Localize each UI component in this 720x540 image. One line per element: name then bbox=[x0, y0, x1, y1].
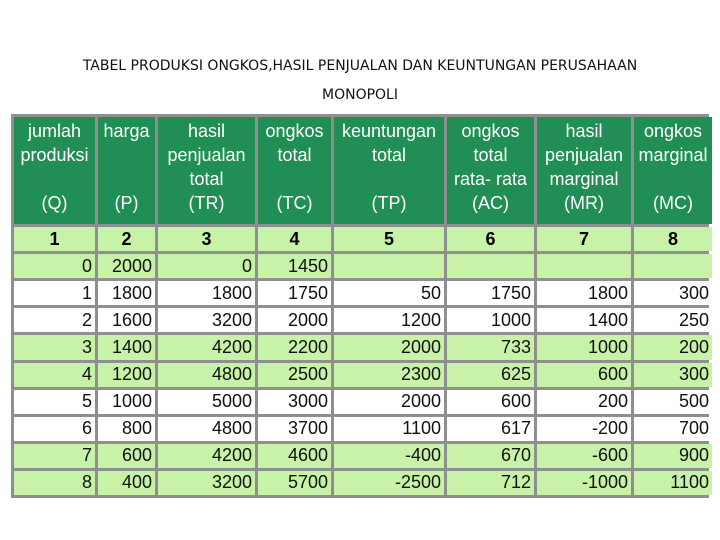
header-ongkos-marginal: ongkos marginal (MC) bbox=[634, 117, 712, 224]
table-row bbox=[14, 254, 712, 278]
column-number: 6 bbox=[447, 227, 534, 251]
table-cell bbox=[634, 254, 712, 278]
table-cell: 4800 bbox=[158, 417, 255, 441]
table-cell: 600 bbox=[447, 390, 534, 414]
table-cell: 1800 bbox=[98, 281, 155, 305]
table-cell: 2200 bbox=[258, 335, 331, 359]
column-number: 3 bbox=[158, 227, 255, 251]
table-cell: 1400 bbox=[98, 335, 155, 359]
table-cell: 2000 bbox=[258, 308, 331, 332]
table-cell: 1000 bbox=[98, 390, 155, 414]
table-row bbox=[14, 363, 712, 387]
column-number-row bbox=[14, 227, 712, 251]
table-cell: -600 bbox=[537, 444, 631, 468]
table-cell: 733 bbox=[447, 335, 534, 359]
table-row bbox=[14, 390, 712, 414]
table-cell: 4600 bbox=[258, 444, 331, 468]
table-cell bbox=[537, 254, 631, 278]
table-cell: 1750 bbox=[258, 281, 331, 305]
table-cell: 600 bbox=[98, 444, 155, 468]
table-cell: 2000 bbox=[334, 390, 444, 414]
table-cell: 4200 bbox=[158, 444, 255, 468]
table-cell: -1000 bbox=[537, 471, 631, 495]
table-title-line2: MONOPOLI bbox=[322, 87, 398, 103]
table-cell bbox=[447, 254, 534, 278]
table-cell: 1200 bbox=[334, 308, 444, 332]
table-row bbox=[14, 471, 712, 495]
table-cell: 200 bbox=[634, 335, 712, 359]
table-cell: 1750 bbox=[447, 281, 534, 305]
table-cell: 1000 bbox=[537, 335, 631, 359]
table-row bbox=[14, 444, 712, 468]
table-cell: 1100 bbox=[634, 471, 712, 495]
header-jumlah-produksi: jumlah produksi (Q) bbox=[14, 117, 95, 224]
table-cell bbox=[334, 254, 444, 278]
table-cell: 900 bbox=[634, 444, 712, 468]
table-cell: 1 bbox=[14, 281, 95, 305]
header-ongkos-total: ongkos total (TC) bbox=[258, 117, 331, 224]
table-cell: 2000 bbox=[98, 254, 155, 278]
table-cell: 5000 bbox=[158, 390, 255, 414]
header-row bbox=[14, 117, 712, 224]
table-cell: 625 bbox=[447, 363, 534, 387]
table-cell: 400 bbox=[98, 471, 155, 495]
table-cell: 7 bbox=[14, 444, 95, 468]
table-cell: 3200 bbox=[158, 471, 255, 495]
production-table bbox=[11, 114, 709, 498]
table-cell: 4800 bbox=[158, 363, 255, 387]
column-number: 8 bbox=[634, 227, 712, 251]
column-number: 4 bbox=[258, 227, 331, 251]
header-hasil-penjualan-total: hasil penjualan total (TR) bbox=[158, 117, 255, 224]
table-cell: 0 bbox=[14, 254, 95, 278]
table-row bbox=[14, 335, 712, 359]
table-cell: 3 bbox=[14, 335, 95, 359]
column-number: 7 bbox=[537, 227, 631, 251]
table-cell: 1000 bbox=[447, 308, 534, 332]
table-cell: 1200 bbox=[98, 363, 155, 387]
table-title-line1: TABEL PRODUKSI ONGKOS,HASIL PENJUALAN DAN KEUNTUNGAN PERUSAHAAN bbox=[82, 58, 638, 74]
table-cell: 4200 bbox=[158, 335, 255, 359]
table-cell: 5 bbox=[14, 390, 95, 414]
table-cell: -400 bbox=[334, 444, 444, 468]
table-cell: 1800 bbox=[158, 281, 255, 305]
table-cell: 500 bbox=[634, 390, 712, 414]
table-cell: 617 bbox=[447, 417, 534, 441]
table-cell: 250 bbox=[634, 308, 712, 332]
table-cell: -200 bbox=[537, 417, 631, 441]
table-cell: 3000 bbox=[258, 390, 331, 414]
table-cell: 700 bbox=[634, 417, 712, 441]
table-row bbox=[14, 281, 712, 305]
table-cell: 6 bbox=[14, 417, 95, 441]
column-number: 1 bbox=[14, 227, 95, 251]
header-harga: harga (P) bbox=[98, 117, 155, 224]
table-row bbox=[14, 417, 712, 441]
table-cell: 8 bbox=[14, 471, 95, 495]
table-cell: 2 bbox=[14, 308, 95, 332]
table-cell: 2500 bbox=[258, 363, 331, 387]
table-cell: 4 bbox=[14, 363, 95, 387]
header-ongkos-total-rata-rata: ongkos total rata- rata (AC) bbox=[447, 117, 534, 224]
table-cell: 3200 bbox=[158, 308, 255, 332]
table-cell: 3700 bbox=[258, 417, 331, 441]
table-row bbox=[14, 308, 712, 332]
table-cell: 1450 bbox=[258, 254, 331, 278]
table-cell: 2300 bbox=[334, 363, 444, 387]
column-number: 5 bbox=[334, 227, 444, 251]
table-cell: 1800 bbox=[537, 281, 631, 305]
header-hasil-penjualan-marginal: hasil penjualan marginal (MR) bbox=[537, 117, 631, 224]
table-cell: 670 bbox=[447, 444, 534, 468]
header-keuntungan-total: keuntungan total (TP) bbox=[334, 117, 444, 224]
column-number: 2 bbox=[98, 227, 155, 251]
table-cell: 50 bbox=[334, 281, 444, 305]
table-cell: 1100 bbox=[334, 417, 444, 441]
table-cell: 600 bbox=[537, 363, 631, 387]
table-cell: -2500 bbox=[334, 471, 444, 495]
table-cell: 2000 bbox=[334, 335, 444, 359]
table-cell: 5700 bbox=[258, 471, 331, 495]
table-cell: 1400 bbox=[537, 308, 631, 332]
table-cell: 800 bbox=[98, 417, 155, 441]
table-cell: 200 bbox=[537, 390, 631, 414]
table-cell: 300 bbox=[634, 281, 712, 305]
table-cell: 712 bbox=[447, 471, 534, 495]
table-cell: 300 bbox=[634, 363, 712, 387]
table-cell: 0 bbox=[158, 254, 255, 278]
table-cell: 1600 bbox=[98, 308, 155, 332]
